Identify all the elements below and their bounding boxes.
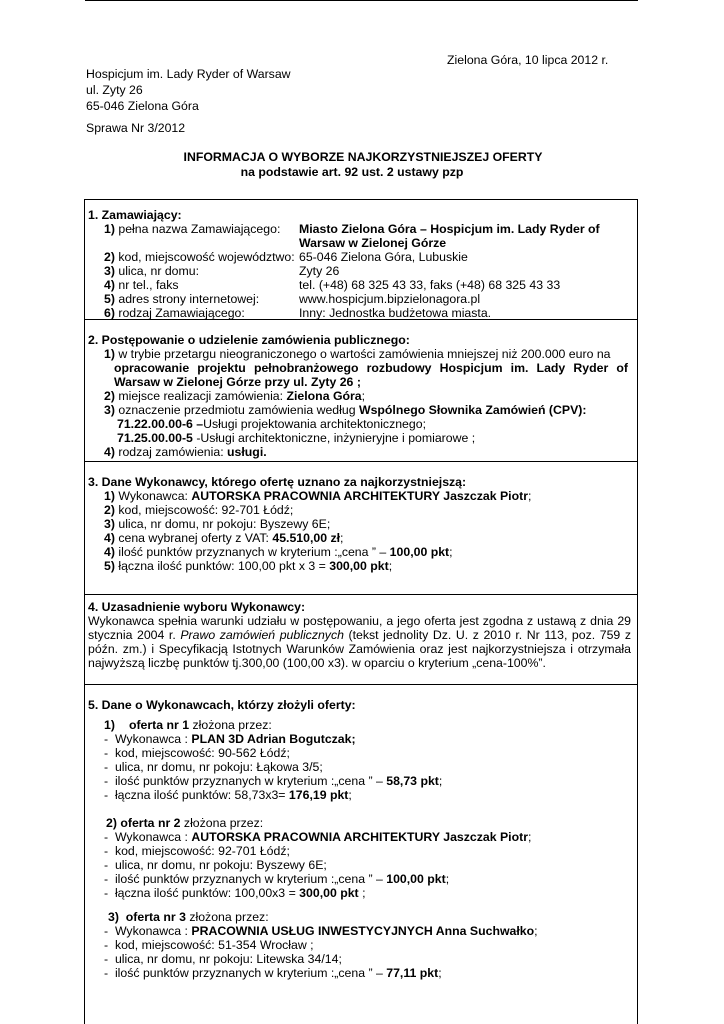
s3-item-1: 1) Wykonawca: AUTORSKA PRACOWNIA ARCHITEKTURY Jaszczak Piotr; — [104, 489, 532, 503]
section-5-heading: 5. Dane o Wykonawcach, którzy złożyli oferty: — [88, 698, 356, 712]
s1-row-2-value: 65-046 Zielona Góra, Lubuskie — [299, 250, 468, 264]
offer-1-suma: - łączna ilość punktów: 58,73x3= 176,19 pkt; — [104, 788, 352, 802]
offer-1-punkty: - ilość punktów przyznanych w kryterium :„cena ” – 58,73 pkt; — [104, 774, 443, 788]
offer-3-intro: 3) oferta nr 3 złożona przez: — [108, 910, 269, 924]
offer-2-suma: - łączna ilość punktów: 100,00x3 = 300,00 pkt ; — [104, 886, 366, 900]
offer-2-wykonawca: - Wykonawca : AUTORSKA PRACOWNIA ARCHITEKTURY Jaszczak Piotr; — [104, 830, 532, 844]
offer-1-intro: 1) oferta nr 1 złożona przez: — [104, 718, 272, 732]
document-title: INFORMACJA O WYBORZE NAJKORZYSTNIEJSZEJ OFERTY — [183, 150, 543, 164]
offer-2-intro: 2) oferta nr 2 złożona przez: — [106, 816, 264, 830]
s3-item-2: 2) kod, miejscowość: 92-701 Łódź; — [104, 503, 294, 517]
section-2-heading: 2. Postępowanie o udzielenie zamówienia publicznego: — [88, 333, 410, 347]
case-number: Sprawa Nr 3/2012 — [86, 121, 186, 135]
s1-row-5-value: www.hospicjum.bipzielonagora.pl — [299, 292, 481, 306]
addressee-line: Hospicjum im. Lady Ryder of Warsaw — [86, 67, 291, 81]
s1-row-2: 2) kod, miejscowość województwo: — [104, 250, 295, 264]
section-1-box — [84, 199, 638, 319]
section-1-heading: 1. Zamawiający: — [88, 208, 182, 222]
s1-row-4-value: tel. (+48) 68 325 43 33, faks (+48) 68 325 43 33 — [299, 278, 561, 292]
offer-3-kod: - kod, miejscowość: 51-354 Wrocław ; — [104, 938, 314, 952]
offer-2-kod: - kod, miejscowość: 92-701 Łódź; — [104, 844, 290, 858]
section-3-box — [84, 461, 638, 594]
document-subtitle: na podstawie art. 92 ust. 2 ustawy pzp — [240, 165, 464, 179]
s2-item-1-cont2: Warsaw w Zielonej Górze przy ul. Zyty 26 ; — [114, 375, 361, 389]
s2-cpv-1: 71.22.00.00-6 –Usługi projektowania architektonicznego; — [117, 417, 426, 431]
addressee-line: ul. Zyty 26 — [86, 83, 143, 97]
offer-1-ulica: - ulica, nr domu, nr pokoju: Łąkowa 3/5; — [104, 760, 323, 774]
addressee-line: 65-046 Zielona Góra — [86, 99, 199, 113]
s1-row-1-value-cont: Warsaw w Zielonej Górze — [299, 236, 447, 250]
section-4-heading: 4. Uzasadnienie wyboru Wykonawcy: — [88, 600, 306, 614]
s1-row-6: 6) rodzaj Zamawiającego: — [104, 306, 245, 320]
s3-item-6: 5) łączna ilość punktów: 100,00 pkt x 3 = 300,00 pkt; — [104, 559, 393, 573]
section-3-heading: 3. Dane Wykonawcy, którego ofertę uznano za najkorzystniejszą: — [88, 475, 467, 489]
offer-2-ulica: - ulica, nr domu, nr pokoju: Byszewy 6E; — [104, 858, 327, 872]
s1-row-3-value: Zyty 26 — [299, 264, 340, 278]
section-5-box — [84, 684, 638, 1024]
s2-cpv-2: 71.25.00.00-5 -Usługi architektoniczne, inżynieryjne i pomiarowe ; — [117, 431, 476, 445]
section-2-box — [84, 319, 638, 461]
s2-item-2: 2) miejsce realizacji zamówienia: Zielona Góra; — [104, 389, 366, 403]
s1-row-4: 4) nr tel., faks — [104, 278, 179, 292]
addressee-block — [86, 66, 291, 114]
s4-line-4: najwyższą liczbę punktów tj.300,00 (100,00 x3). w oparciu o kryterium „cena-100%”. — [88, 656, 546, 670]
offer-1-kod: - kod, miejscowość: 90-562 Łódź; — [104, 746, 290, 760]
s1-row-1-value: Miasto Zielona Góra – Hospicjum im. Lady Ryder of — [299, 222, 600, 236]
s4-line-2: stycznia 2004 r. Prawo zamówień publicznych (tekst jednolity Dz. U. z 2010 r. Nr 113, poz. 759 z — [88, 628, 631, 642]
offer-3-ulica: - ulica, nr domu, nr pokoju: Litewska 34/14; — [104, 952, 342, 966]
date-line: Zielona Góra, 10 lipca 2012 r. — [447, 53, 609, 67]
s3-item-3: 3) ulica, nr domu, nr pokoju: Byszewy 6E; — [104, 517, 331, 531]
s3-item-5: 4) ilość punktów przyznanych w kryterium :„cena ” – 100,00 pkt; — [104, 545, 453, 559]
s4-line-3: późn. zm.) i Specyfikacją Istotnych Warunków Zamówienia oraz jest najkorzystniejsza i otrzymała — [88, 642, 631, 656]
s1-row-6-value: Inny: Jednostka budżetowa miasta. — [299, 306, 492, 320]
s2-item-3: 3) oznaczenie przedmiotu zamówienia według Wspólnego Słownika Zamówień (CPV): — [104, 403, 587, 417]
offer-3-wykonawca: - Wykonawca : PRACOWNIA USŁUG INWESTYCYJNYCH Anna Suchwałko; — [104, 924, 538, 938]
offer-1-wykonawca: - Wykonawca : PLAN 3D Adrian Bogutczak; — [104, 732, 356, 746]
s3-item-4: 4) cena wybranej oferty z VAT: 45.510,00 zł; — [104, 531, 344, 545]
s1-row-3: 3) ulica, nr domu: — [104, 264, 200, 278]
s4-line-1: Wykonawca spełnia warunki udziału w postępowaniu, a jego oferta jest zgodna z ustawą z dnia 29 — [88, 614, 631, 628]
s1-row-1: 1) pełna nazwa Zamawiającego: — [104, 222, 281, 236]
page-top-rule — [85, 0, 638, 1]
s2-item-1-cont: opracowanie projektu pełnobranżowego rozbudowy Hospicjum im. Lady Ryder of — [114, 361, 628, 375]
s1-row-5: 5) adres strony internetowej: — [104, 292, 260, 306]
offer-3-punkty: - ilość punktów przyznanych w kryterium :„cena ” – 77,11 pkt; — [104, 966, 442, 980]
offer-2-punkty: - ilość punktów przyznanych w kryterium :„cena ” – 100,00 pkt; — [104, 872, 450, 886]
section-4-box — [84, 594, 638, 684]
s2-item-1: 1) w trybie przetargu nieograniczonego o wartości zamówienia mniejszej niż 200.000 euro na — [104, 347, 611, 361]
s2-item-4: 4) rodzaj zamówienia: usługi. — [104, 445, 267, 459]
